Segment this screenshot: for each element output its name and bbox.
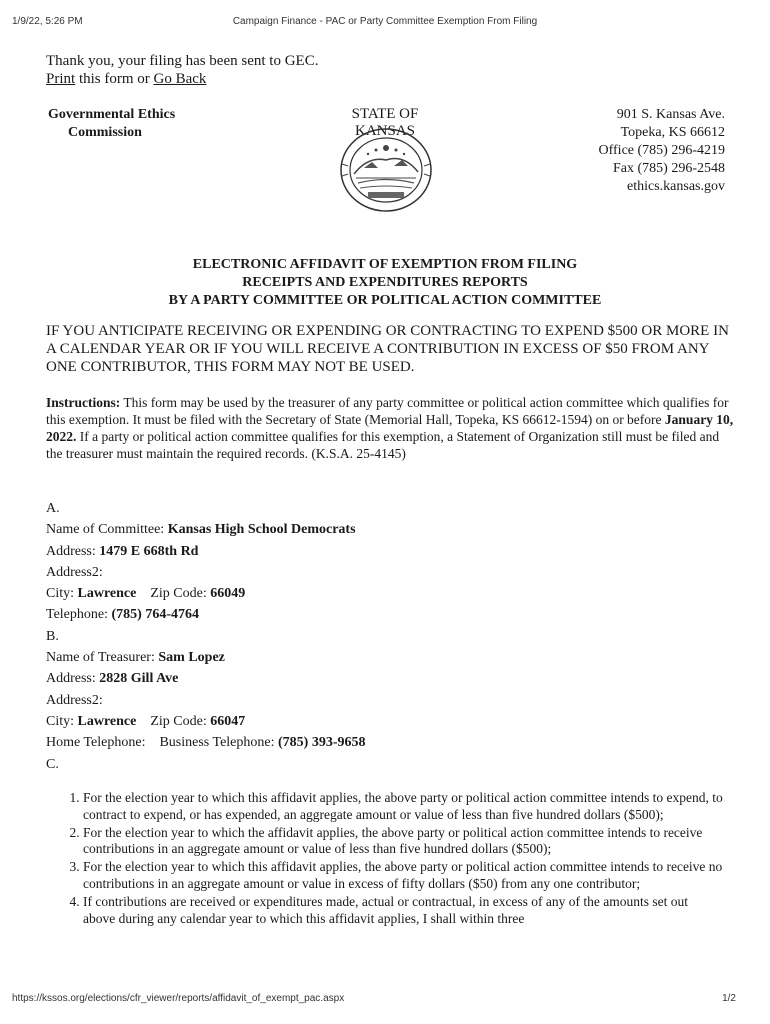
eligibility-warning: IF YOU ANTICIPATE RECEIVING OR EXPENDING OR CONTRACTING TO EXPEND $500 OR MORE IN A CALENDAR YEAR OR IF YOU WILL RECEIVE A CONTRIBUTION IN EXCESS OF $50 FROM ANY ONE CONTRIBUTOR, THIS FORM MAY NOT BE USED. — [46, 323, 729, 375]
section-a-label: A. — [46, 501, 60, 516]
committee-phone-row — [46, 604, 366, 625]
state-name: STATE OF KANSAS — [351, 106, 419, 139]
committee-phone-value: (785) 764-4764 — [111, 607, 199, 623]
list-item: 2. For the election year to which the affidavit applies, the above party or political action committee intends to receive contributions in an aggregate amount or value of less than five hundred dollars ($500); — [83, 825, 723, 859]
treasurer-name-value: Sam Lopez — [158, 650, 225, 666]
confirmation-actions — [46, 70, 318, 88]
treasurer-city-value: Lawrence — [77, 713, 137, 729]
committee-city-zip-row — [46, 583, 366, 604]
agency-address: 901 S. Kansas Ave. — [616, 107, 725, 122]
agency-office-phone: Office (785) 296-4219 — [598, 143, 725, 158]
home-phone-label: Home Telephone: — [46, 735, 146, 751]
print-url: https://kssos.org/elections/cfr_viewer/reports/affidavit_of_exempt_pac.aspx — [12, 993, 345, 1004]
print-date: 1/9/22, 5:26 PM — [12, 16, 83, 27]
treasurer-zip-value: 66047 — [210, 713, 246, 729]
committee-name-row — [46, 519, 366, 540]
committee-name-value: Kansas High School Democrats — [167, 522, 356, 538]
treasurer-zip-label: Zip Code: — [150, 713, 211, 729]
committee-city-value: Lawrence — [77, 586, 137, 602]
treasurer-name-label: Name of Treasurer: — [46, 650, 159, 666]
treasurer-name-row — [46, 647, 366, 668]
confirmation-middle-text: this form or — [75, 71, 154, 87]
heading-line1: ELECTRONIC AFFIDAVIT OF EXEMPTION FROM FILING — [192, 257, 578, 272]
committee-city-label: City: — [46, 586, 78, 602]
agency-name-line2: Commission — [68, 125, 142, 140]
committee-name-label: Name of Committee: — [46, 522, 168, 538]
agency-name — [48, 106, 175, 142]
filing-fields — [46, 498, 366, 775]
kansas-seal-icon — [338, 126, 434, 214]
committee-address-label: Address: — [46, 543, 100, 559]
instructions-text1: This form may be used by the treasurer of any party committee or political action committee which qualifies for this exemption. It must be filed with the Secretary of State (Memorial Hall, Topeka, KS 66612-1594) on or before — [46, 395, 729, 427]
instructions-label: Instructions: — [46, 395, 121, 410]
business-phone-value: (785) 393-9658 — [278, 735, 366, 751]
treasurer-address-row — [46, 668, 366, 689]
page-number: 1/2 — [722, 993, 736, 1004]
section-b-label: B. — [46, 628, 59, 644]
committee-address-row — [46, 541, 366, 562]
document-heading — [46, 256, 724, 310]
treasurer-address-label: Address: — [46, 671, 100, 687]
filing-deadline: January 10, 2022. — [46, 412, 734, 444]
instructions — [46, 394, 736, 462]
print-footer — [12, 993, 758, 1007]
committee-phone-label: Telephone: — [46, 607, 112, 623]
list-item: 1. For the election year to which this affidavit applies, the above party or political action committee intends to expend, to contract to expend, or has expended, an aggregate amount or value of less than five hundred dollars ($500); — [83, 790, 723, 824]
business-phone-label: Business Telephone: — [159, 735, 278, 751]
list-item: 3. For the election year to which this affidavit applies, the above party or political action committee intends to receive no contributions in an aggregate amount or value in excess of fifty dollars ($50) from any one contributor; — [83, 859, 723, 893]
agency-name-line1: Governmental Ethics — [48, 107, 176, 122]
treasurer-city-zip-row — [46, 711, 366, 732]
committee-address-value: 1479 E 668th Rd — [99, 543, 199, 559]
treasurer-city-label: City: — [46, 713, 78, 729]
print-page-title: Campaign Finance - PAC or Party Committee Exemption From Filing — [232, 16, 538, 27]
committee-zip-value: 66049 — [210, 586, 246, 602]
heading-line2: RECEIPTS AND EXPENDITURES REPORTS — [242, 275, 528, 290]
confirmation-block — [46, 52, 318, 88]
agency-city: Topeka, KS 66612 — [620, 125, 725, 140]
treasurer-address-value: 2828 Gill Ave — [99, 671, 179, 687]
affidavit-statements — [65, 790, 723, 928]
print-link[interactable]: Print — [46, 71, 76, 87]
confirmation-message: Thank you, your filing has been sent to GEC. — [46, 53, 319, 69]
agency-website: ethics.kansas.gov — [627, 179, 725, 194]
go-back-link[interactable]: Go Back — [153, 71, 207, 87]
treasurer-address2-row: Address2: — [46, 692, 103, 708]
agency-fax: Fax (785) 296-2548 — [613, 161, 725, 176]
committee-address2-row: Address2: — [46, 564, 103, 580]
treasurer-phone-row — [46, 732, 366, 753]
section-c-label: C. — [46, 756, 59, 772]
list-item: 4. If contributions are received or expenditures made, actual or contractual, in excess of any of the amounts set out above during any calendar year to which this affidavit applies, I shall within three — [83, 894, 723, 928]
agency-contact — [599, 106, 726, 196]
heading-line3: BY A PARTY COMMITTEE OR POLITICAL ACTION COMMITTEE — [168, 293, 602, 308]
instructions-text2: If a party or political action committee qualifies for this exemption, a Statement of Organization still must be filed and the treasurer must maintain the required records. (K.S.A. 25-4145) — [46, 429, 720, 461]
committee-zip-label: Zip Code: — [150, 586, 211, 602]
print-header — [12, 16, 758, 30]
